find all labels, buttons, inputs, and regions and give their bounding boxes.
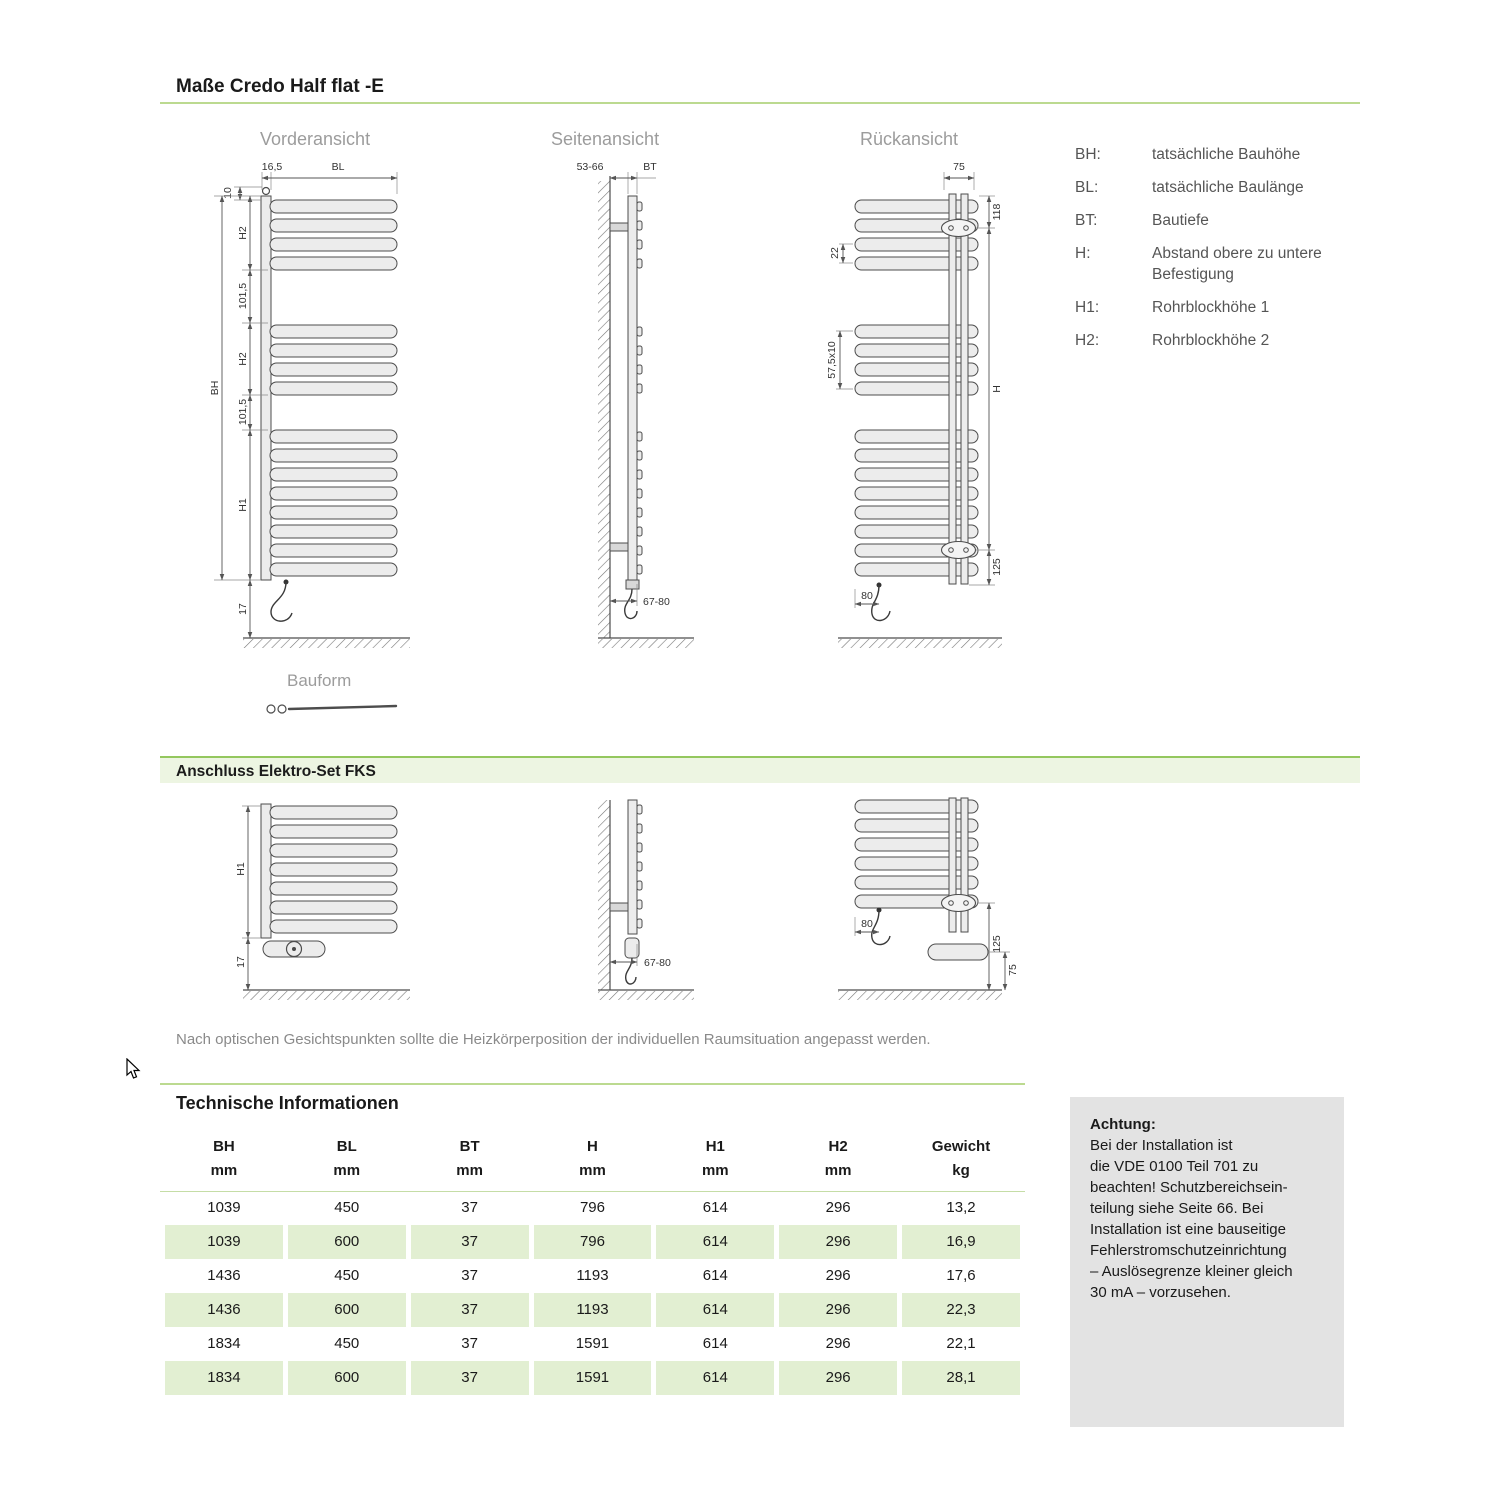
table-cell: 296 <box>825 1267 851 1284</box>
legend-desc: Rohrblockhöhe 1 <box>1152 299 1270 316</box>
legend-desc: tatsächliche Bauhöhe <box>1152 146 1301 163</box>
dim-electro-rear-bracket: 125 <box>991 935 1003 953</box>
mounting-bracket-bottom <box>942 542 976 559</box>
side-view-label: Seitenansicht <box>551 129 660 149</box>
table-cell: 37 <box>411 1293 529 1327</box>
legend-item <box>1075 144 1365 165</box>
table-cell: 28,1 <box>902 1361 1020 1395</box>
table-cell: 1591 <box>534 1361 652 1395</box>
legend-item: H: Abstand obere zu untere Befestigung <box>1075 245 1322 283</box>
front-view-label: Vorderansicht <box>260 129 371 149</box>
table-cell: 1436 <box>165 1293 283 1327</box>
column-header: BL mm <box>333 1138 361 1179</box>
front-view-drawing <box>209 161 410 648</box>
legend-item <box>1075 210 1365 231</box>
power-cable <box>872 585 890 620</box>
column-header: H mm <box>579 1138 606 1179</box>
electro-section-title: Anschluss Elektro-Set FKS <box>176 763 376 780</box>
radiator-profile <box>628 800 637 934</box>
table-cell: 22,1 <box>946 1335 976 1352</box>
dim-front-h2-lower: H2 <box>237 352 249 366</box>
table-cell: 614 <box>702 1335 728 1352</box>
electric-heating-element <box>928 944 988 960</box>
valve-fitting <box>626 580 639 589</box>
dim-rear-pitch: 57,5x10 <box>826 341 838 379</box>
column-header: H1 mm <box>701 1138 729 1179</box>
dim-front-floor: 17 <box>237 603 249 615</box>
table-cell: 614 <box>656 1361 774 1395</box>
legend-desc: Abstand obere zu untere <box>1152 245 1322 262</box>
positioning-note: Nach optischen Gesichtspunkten sollte die Heizkörperposition der individuellen Raumsituation angepasst werden. <box>176 1031 931 1048</box>
dim-front-gap-upper: 101,5 <box>237 282 249 310</box>
table-cell: 1591 <box>575 1335 610 1352</box>
table-row <box>165 1259 1020 1293</box>
wall-bracket <box>610 903 628 911</box>
rail-right <box>961 194 968 584</box>
column-header: H2 mm <box>824 1138 852 1179</box>
dim-rear-cable: 80 <box>861 590 873 602</box>
rail-left <box>949 798 956 932</box>
electro-section-band <box>160 756 1360 783</box>
dim-front-h2-upper: H2 <box>237 226 249 240</box>
warning-line: – Auslösegrenze kleiner gleich <box>1090 1263 1293 1280</box>
electro-rear-drawing <box>838 798 1019 1000</box>
legend-desc: Bautiefe <box>1152 212 1209 229</box>
table-cell: 1834 <box>165 1361 283 1395</box>
wall-hatch <box>598 800 610 990</box>
warning-box <box>1070 1097 1344 1427</box>
dim-electro-rear-element: 75 <box>1007 964 1019 976</box>
table-cell: 17,6 <box>946 1267 976 1284</box>
warning-line: Installation ist eine bauseitige <box>1090 1221 1286 1238</box>
table-cell: 796 <box>534 1225 652 1259</box>
table-cell: 1039 <box>165 1225 283 1259</box>
table-cell: 37 <box>461 1199 478 1216</box>
collector-pipe <box>261 196 271 580</box>
legend-desc: Rohrblockhöhe 2 <box>1152 332 1270 349</box>
table-cell: 614 <box>702 1199 728 1216</box>
table-cell: 600 <box>288 1293 406 1327</box>
mounting-bracket <box>942 895 976 912</box>
wall-hatch <box>598 181 610 638</box>
rail-right <box>961 798 968 932</box>
table-cell: 1193 <box>576 1267 609 1284</box>
bauform-label: Bauform <box>287 671 352 690</box>
dim-electro-side-bottom: 67-80 <box>644 957 671 969</box>
dim-front-vent: 10 <box>222 187 234 199</box>
table-cell: 37 <box>411 1225 529 1259</box>
power-cable <box>626 958 636 984</box>
table-cell: 1039 <box>207 1199 241 1216</box>
power-cable <box>271 582 292 621</box>
floor-hatch <box>838 991 1002 1000</box>
table-cell: 450 <box>334 1199 360 1216</box>
column-header: BT mm <box>456 1138 483 1179</box>
warning-line: 30 mA – vorzusehen. <box>1090 1284 1231 1301</box>
legend-key: BT: <box>1075 212 1098 229</box>
table-cell: 1834 <box>207 1335 241 1352</box>
table-cell: 13,2 <box>946 1199 976 1216</box>
table-cell: 296 <box>779 1225 897 1259</box>
table-row <box>165 1225 1020 1259</box>
floor-hatch <box>243 991 410 1000</box>
warning-line: Fehlerstromschutzeinrichtung <box>1090 1242 1287 1259</box>
table-row <box>165 1293 1020 1327</box>
table-cell: 37 <box>411 1361 529 1395</box>
electro-front-drawing <box>235 804 410 1000</box>
dim-rear-h: H <box>991 385 1003 393</box>
table-header-row <box>165 1124 1020 1191</box>
dim-side-bt: BT <box>643 161 657 173</box>
dim-front-bl: BL <box>331 161 345 173</box>
dimension-legend <box>1075 144 1365 363</box>
table-cell: 600 <box>288 1361 406 1395</box>
legend-key: BL: <box>1075 179 1099 196</box>
table-cell: 37 <box>461 1267 478 1284</box>
electric-heating-element <box>625 938 639 958</box>
table-row <box>165 1191 1020 1225</box>
floor-hatch <box>598 991 694 1000</box>
floor-hatch <box>243 639 410 648</box>
legend-item <box>1075 297 1365 318</box>
table-cell: 16,9 <box>902 1225 1020 1259</box>
table-cell: 450 <box>334 1267 360 1284</box>
table-cell: 37 <box>461 1335 478 1352</box>
dim-side-depth: 53-66 <box>576 161 604 173</box>
warning-title: Achtung: <box>1090 1116 1156 1133</box>
table-cell: 796 <box>579 1199 605 1216</box>
table-row <box>165 1361 1020 1395</box>
table-cell: 614 <box>656 1293 774 1327</box>
table-title: Technische Informationen <box>176 1093 399 1113</box>
column-header: BH mm <box>210 1138 238 1179</box>
dim-electro-rear-cable: 80 <box>861 918 873 930</box>
wall-bracket-top <box>610 223 628 231</box>
warning-line: teilung siehe Seite 66. Bei <box>1090 1200 1264 1217</box>
rear-view-label: Rückansicht <box>860 129 959 149</box>
collector-pipe <box>261 804 271 938</box>
table-cell: 296 <box>825 1199 851 1216</box>
power-cable <box>625 589 637 619</box>
dim-front-h1: H1 <box>237 498 249 512</box>
technical-data-table <box>160 1124 1025 1395</box>
cable-gland <box>877 908 882 913</box>
legend-key: H: <box>1075 245 1091 262</box>
legend-key: H1: <box>1075 299 1100 316</box>
dim-electro-floor: 17 <box>235 956 247 968</box>
dim-electro-h1: H1 <box>235 862 247 876</box>
dim-rear-rail: 75 <box>953 161 965 173</box>
legend-item <box>1075 330 1365 351</box>
warning-line: beachten! Schutzbereichsein- <box>1090 1179 1288 1196</box>
radiator-profile <box>628 196 637 580</box>
cable-gland <box>284 580 289 585</box>
rail-left <box>949 194 956 584</box>
table-cell: 22,3 <box>902 1293 1020 1327</box>
table-cell: 600 <box>288 1225 406 1259</box>
table-cell: 450 <box>334 1335 360 1352</box>
table-row <box>165 1327 1020 1361</box>
table-cell: 1193 <box>534 1293 652 1327</box>
mounting-bracket-top <box>942 220 976 237</box>
bauform-drawing <box>267 705 396 713</box>
rear-view-drawing <box>826 161 1003 648</box>
floor-hatch <box>838 639 1002 648</box>
vent-knob <box>263 188 270 195</box>
dim-rear-top: 118 <box>991 203 1003 221</box>
legend-desc: tatsächliche Baulänge <box>1152 179 1304 196</box>
dim-front-gap-lower: 101,5 <box>237 398 249 426</box>
wall-bracket-bottom <box>610 543 628 551</box>
dim-rear-gap: 22 <box>829 247 841 259</box>
page-title: Maße Credo Half flat -E <box>176 76 384 97</box>
side-view-drawing <box>577 161 694 648</box>
legend-item <box>1075 177 1365 198</box>
floor-hatch <box>598 639 694 648</box>
dim-rear-bottom: 125 <box>991 558 1003 576</box>
table-cell: 296 <box>779 1361 897 1395</box>
dim-side-bottom: 67-80 <box>643 596 670 608</box>
table-divider <box>160 1083 1025 1085</box>
warning-line: die VDE 0100 Teil 701 zu <box>1090 1158 1259 1175</box>
warning-line: Bei der Installation ist <box>1090 1137 1233 1154</box>
title-divider <box>160 102 1360 104</box>
cable-gland <box>877 583 882 588</box>
mouse-cursor <box>126 1058 144 1082</box>
power-cable <box>872 910 890 945</box>
table-cell: 614 <box>702 1267 728 1284</box>
table-cell: 1436 <box>207 1267 241 1284</box>
electro-side-drawing <box>598 800 694 1000</box>
table-cell: 614 <box>656 1225 774 1259</box>
legend-key: BH: <box>1075 146 1101 163</box>
dim-front-bh: BH <box>209 380 221 396</box>
dim-front-offset: 16,5 <box>261 161 283 173</box>
column-header: Gewicht kg <box>931 1138 991 1179</box>
legend-key: H2: <box>1075 332 1100 349</box>
table-cell: 296 <box>779 1293 897 1327</box>
table-cell: 296 <box>825 1335 851 1352</box>
electric-heating-element <box>263 941 325 957</box>
